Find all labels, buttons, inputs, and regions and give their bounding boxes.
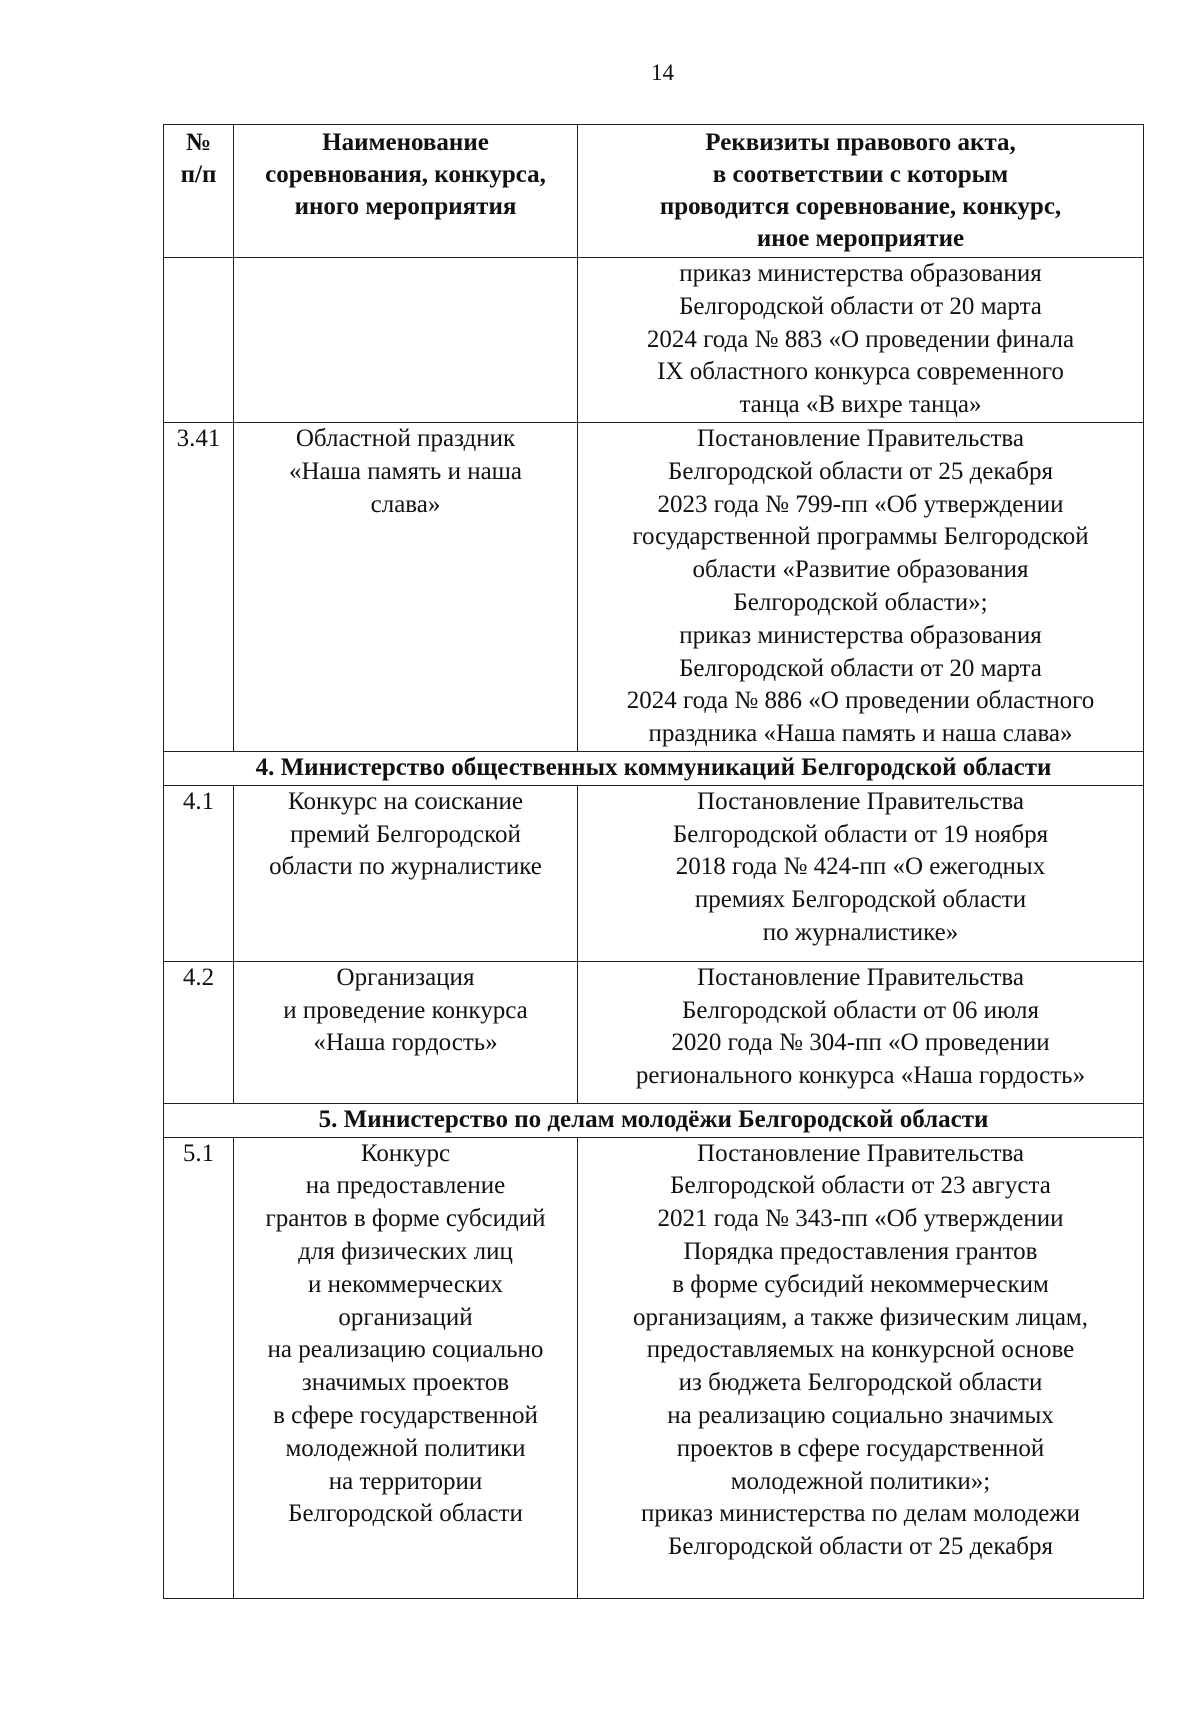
text-line: «Наша гордость» (313, 1029, 498, 1057)
text-line: Белгородской области от 06 июля (682, 996, 1039, 1024)
text-line: слава» (370, 490, 441, 518)
text-line: Наименование (322, 129, 489, 156)
text-line: Постановление Правительства (697, 425, 1024, 452)
text-line: Постановление Правительства (697, 1139, 1024, 1167)
text-line: Конкурс (360, 1139, 451, 1167)
legal-act (578, 785, 1144, 961)
row-number: 4.1 (164, 785, 234, 961)
text-line: иного мероприятия (294, 193, 517, 220)
text-line: в форме субсидий некоммерческим (672, 1270, 1049, 1298)
event-name (234, 258, 578, 423)
text-line: проектов в сфере государственной (676, 1434, 1045, 1462)
text-line: иное мероприятие (756, 225, 965, 252)
text-line: приказ министерства образования (679, 260, 1042, 287)
legal-act (578, 258, 1144, 423)
event-name (234, 423, 578, 752)
text-line: Белгородской области от 25 декабря (668, 457, 1053, 485)
text-line: на территории (328, 1467, 483, 1495)
text-line: Областной праздник (295, 425, 516, 452)
event-name (234, 961, 578, 1103)
legal-act (578, 423, 1144, 752)
text-line: Белгородской области (288, 1500, 523, 1528)
text-line: п/п (180, 161, 217, 188)
text-line: молодежной политики»; (730, 1467, 991, 1495)
text-line: приказ министерства по делам молодежи (641, 1500, 1080, 1528)
header-legal-act (578, 125, 1144, 258)
text-line: для физических лиц (298, 1237, 513, 1265)
text-line: 2024 года № 886 «О проведении областного (626, 687, 1095, 715)
text-line: проводится соревнование, конкурс, (659, 193, 1062, 220)
text-line: премий Белгородской (290, 820, 521, 848)
table-row (164, 423, 1144, 752)
text-line: 2020 года № 304-пп «О проведении (671, 1029, 1050, 1057)
text-line: и некоммерческих (307, 1270, 504, 1298)
section-title: 4. Министерство общественных коммуникаций Белгородской области (164, 751, 1144, 785)
text-line: значимых проектов (301, 1369, 510, 1397)
table-header-row (164, 125, 1144, 258)
table-row (164, 258, 1144, 423)
row-number: 5.1 (164, 1137, 234, 1598)
text-line: Организация (336, 963, 475, 991)
text-line: организаций (338, 1303, 473, 1331)
text-line: приказ министерства образования (679, 621, 1042, 649)
legal-acts-table (163, 124, 1144, 1599)
text-line: Постановление Правительства (697, 787, 1024, 815)
row-number: 3.41 (164, 423, 234, 752)
text-line: из бюджета Белгородской области (678, 1369, 1043, 1397)
table-row (164, 961, 1144, 1103)
text-line: предоставляемых на конкурсной основе (646, 1336, 1075, 1364)
row-number (164, 258, 234, 423)
event-name (234, 785, 578, 961)
text-line: Белгородской области»; (733, 588, 988, 616)
text-line: на реализацию социально значимых (667, 1401, 1054, 1429)
text-line: регионального конкурса «Наша гордость» (635, 1062, 1086, 1090)
legal-act (578, 1137, 1144, 1598)
text-line: праздника «Наша память и наша слава» (648, 720, 1073, 748)
text-line: танца «В вихре танца» (739, 391, 982, 419)
text-line: «Наша память и наша (288, 457, 523, 485)
text-line: Белгородской области от 23 августа (670, 1172, 1051, 1200)
text-line: в сфере государственной (273, 1401, 538, 1429)
text-line: IX областного конкурса современного (657, 358, 1064, 386)
text-line: № (185, 129, 212, 156)
text-line: в соответствии с которым (712, 161, 1009, 188)
text-line: области «Развитие образования (692, 556, 1029, 584)
text-line: по журналистике» (762, 918, 959, 946)
header-number (164, 125, 234, 258)
text-line: премиях Белгородской области (694, 886, 1027, 914)
page-number: 14 (651, 60, 674, 85)
text-line: 2018 года № 424-пп «О ежегодных (675, 853, 1046, 881)
row-number: 4.2 (164, 961, 234, 1103)
text-line: 2023 года № 799-пп «Об утверждении (657, 490, 1064, 518)
table-row (164, 785, 1144, 961)
text-line: и проведение конкурса (283, 996, 528, 1024)
text-line: Конкурс на соискание (288, 787, 523, 815)
text-line: Белгородской области от 20 марта (679, 292, 1042, 320)
table-row (164, 1137, 1144, 1598)
text-line: Белгородской области от 20 марта (679, 654, 1042, 682)
text-line: на предоставление (305, 1172, 506, 1200)
text-line: организациям, а также физическим лицам, (633, 1303, 1088, 1331)
text-line: Постановление Правительства (697, 963, 1024, 991)
text-line: области по журналистике (269, 853, 542, 881)
event-name (234, 1137, 578, 1598)
header-event-name (234, 125, 578, 258)
text-line: молодежной политики (285, 1434, 526, 1462)
legal-act (578, 961, 1144, 1103)
text-line: 2021 года № 343-пп «Об утверждении (657, 1205, 1064, 1233)
text-line: Белгородской области от 19 ноября (672, 820, 1049, 848)
text-line: соревнования, конкурса, (265, 161, 546, 188)
text-line: 2024 года № 883 «О проведении финала (646, 325, 1075, 353)
section-row (164, 1103, 1144, 1137)
text-line: государственной программы Белгородской (632, 523, 1089, 551)
text-line: грантов в форме субсидий (265, 1205, 546, 1233)
text-line: Реквизиты правового акта, (705, 129, 1016, 156)
text-line: Порядка предоставления грантов (683, 1237, 1038, 1265)
text-line: на реализацию социально (267, 1336, 544, 1364)
section-title: 5. Министерство по делам молодёжи Белгородской области (164, 1103, 1144, 1137)
text-line: Белгородской области от 25 декабря (668, 1533, 1053, 1561)
section-row (164, 751, 1144, 785)
